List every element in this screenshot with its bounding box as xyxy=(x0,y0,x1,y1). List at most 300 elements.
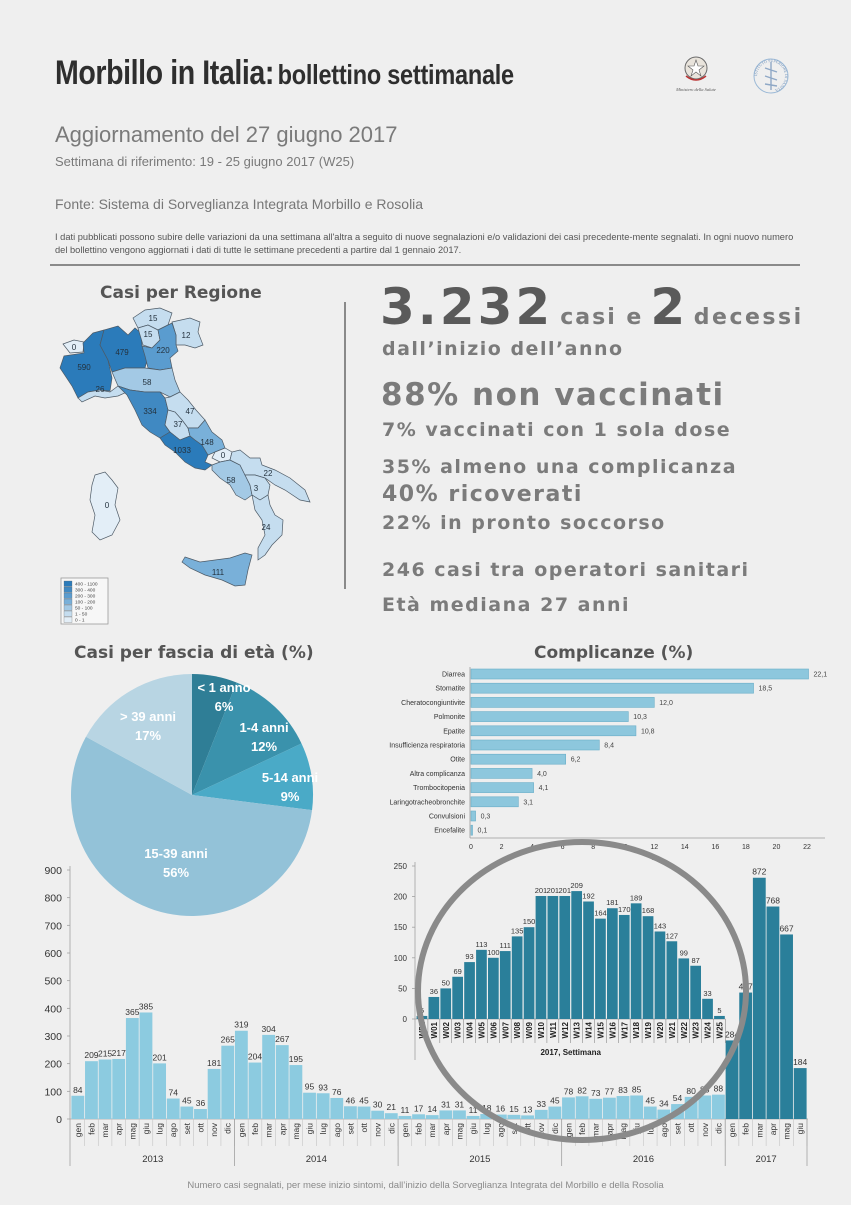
bar xyxy=(429,997,440,1019)
category-label: Trombocitopenia xyxy=(413,785,465,793)
map-legend xyxy=(61,578,108,624)
month-label: gen xyxy=(399,1123,410,1138)
bar xyxy=(471,669,809,679)
bar-value-label: 95 xyxy=(304,1081,315,1092)
bar xyxy=(548,1107,561,1119)
bar-value-label: 768 xyxy=(765,895,781,906)
month-label: giu xyxy=(795,1123,806,1135)
month-label: set xyxy=(672,1123,683,1135)
bar xyxy=(452,977,463,1019)
since-label: dall’inizio dell’anno xyxy=(382,338,624,360)
bar xyxy=(690,966,701,1019)
bar-value-label: 4,1 xyxy=(538,785,549,793)
y-tick-label: 50 xyxy=(398,984,407,994)
x-axis-label: 2017, Settimana xyxy=(540,1048,601,1057)
bar xyxy=(471,712,628,722)
bar-value-label: 201 xyxy=(546,885,560,895)
month-label: ott xyxy=(359,1123,370,1133)
map-value-emilia-romagna: 58 xyxy=(142,378,152,387)
bar-value-label: 33 xyxy=(536,1098,546,1109)
bar xyxy=(439,1110,452,1119)
month-label: ott xyxy=(686,1123,697,1133)
y-tick-label: 400 xyxy=(44,1003,62,1016)
bar-value-label: 36 xyxy=(195,1098,206,1109)
month-label: apr xyxy=(767,1123,778,1136)
legend-label: 0 - 1 xyxy=(75,618,85,624)
map-value-puglia: 22 xyxy=(263,469,273,478)
complications-chart-title: Complicanze (%) xyxy=(534,643,694,663)
week-label: W10 xyxy=(536,1022,546,1039)
category-label: Otite xyxy=(450,756,465,764)
bar xyxy=(712,1095,725,1119)
bar xyxy=(512,936,523,1019)
month-label: mar xyxy=(263,1123,274,1138)
pie-value: 12% xyxy=(250,739,278,754)
month-label: apr xyxy=(604,1123,615,1136)
bar xyxy=(467,1116,480,1119)
y-tick-label: 100 xyxy=(393,953,407,963)
pie-label: 5-14 anni xyxy=(261,770,319,785)
bar-value-label: 34 xyxy=(659,1098,669,1109)
bar-value-label: 135 xyxy=(510,926,524,936)
category-label: Cheratocongiuntivite xyxy=(401,699,465,707)
bar-value-label: 201 xyxy=(534,885,548,895)
disclaimer: I dati pubblicati possono subire delle variazioni da una settimana all'altra a seguito di nuove segnalazioni e/o validazioni dei casi precedente-mente segnalati. In ogni nuovo numero del bollettino vengono aggiornati i dati di tutte le settimane precedenti a partire dal 1 gennaio 2017. xyxy=(55,232,794,255)
category-label: Altra complicanza xyxy=(409,770,465,778)
category-label: Stomatite xyxy=(435,685,465,693)
x-tick-label: 20 xyxy=(772,844,781,851)
month-label: feb xyxy=(577,1123,588,1135)
month-label: mag xyxy=(454,1123,465,1140)
bar xyxy=(471,797,518,807)
month-label: dic xyxy=(549,1123,560,1134)
bar-value-label: 74 xyxy=(168,1087,178,1098)
y-tick-label: 700 xyxy=(44,920,62,933)
map-value-liguria: 26 xyxy=(95,385,105,394)
bar-value-label: 365 xyxy=(125,1007,140,1018)
week-label: W18 xyxy=(632,1022,642,1039)
map-value-molise: 0 xyxy=(220,451,226,460)
bar-value-label: 3,1 xyxy=(523,799,534,807)
bar xyxy=(399,1116,412,1119)
bar-value-label: 88 xyxy=(713,1083,724,1094)
legend-label: 300 - 400 xyxy=(75,588,96,594)
legend-swatch xyxy=(64,617,72,623)
y-tick-label: 300 xyxy=(44,1031,62,1043)
bar xyxy=(464,962,475,1019)
bar-value-label: 111 xyxy=(499,941,511,951)
bar-value-label: 184 xyxy=(793,1057,808,1068)
week-label: W11 xyxy=(548,1022,558,1039)
bar-value-label: 14 xyxy=(427,1104,437,1115)
bar-value-label: 87 xyxy=(691,955,700,965)
bar xyxy=(488,958,499,1019)
bar xyxy=(167,1099,180,1119)
bar-value-label: 209 xyxy=(570,881,583,891)
week-label: W12 xyxy=(560,1022,570,1039)
category-label: Epatite xyxy=(443,728,465,736)
bar-value-label: 127 xyxy=(665,931,679,941)
bar xyxy=(208,1069,221,1119)
bar xyxy=(99,1060,112,1119)
bar-value-label: 5 xyxy=(717,1005,722,1015)
bar xyxy=(471,683,754,693)
bar-value-label: 16 xyxy=(495,1103,506,1114)
map-value-campania: 58 xyxy=(226,476,236,485)
bar xyxy=(678,958,689,1019)
bar xyxy=(536,896,547,1019)
map-value-bolzano: 15 xyxy=(148,314,158,323)
region-map xyxy=(60,308,310,586)
y-tick-label: 200 xyxy=(393,892,407,902)
bar xyxy=(500,951,511,1019)
bar xyxy=(289,1065,302,1119)
x-tick-label: 14 xyxy=(680,844,689,851)
bar-value-label: 192 xyxy=(582,891,595,901)
week-label: W04 xyxy=(465,1022,475,1039)
unvaccinated-label: non vaccinati xyxy=(472,377,725,413)
bar xyxy=(71,1096,84,1119)
legend-swatch xyxy=(64,587,72,593)
iss-caption-path: ISTITUTO SUPERIORE DI SANITÀ xyxy=(752,57,790,94)
update-title: Aggiornamento del 27 giugno 2017 xyxy=(55,122,398,147)
bar xyxy=(440,988,451,1019)
unvaccinated-pct: 88% xyxy=(381,377,460,413)
bar xyxy=(714,1016,725,1019)
month-label: nov xyxy=(699,1123,710,1137)
bar xyxy=(780,934,793,1119)
month-label: giu xyxy=(304,1123,315,1135)
month-label: mar xyxy=(754,1123,765,1138)
data-source: Fonte: Sistema di Sorveglianza Integrata Morbillo e Rosolia xyxy=(55,196,424,212)
week-label: W05 xyxy=(477,1022,487,1039)
map-value-piemonte: 590 xyxy=(77,363,91,372)
bar-value-label: 33 xyxy=(703,988,712,998)
year-label: 2016 xyxy=(632,1154,655,1165)
bar-value-label: 267 xyxy=(275,1034,290,1045)
bar xyxy=(112,1059,125,1119)
bar xyxy=(559,896,570,1019)
bar xyxy=(235,1031,248,1119)
age-chart-title: Casi per fascia di età (%) xyxy=(74,643,314,663)
month-label: mag xyxy=(618,1123,628,1140)
legend-label: 200 - 300 xyxy=(75,594,96,600)
legend-swatch xyxy=(64,611,72,617)
bar-value-label: 304 xyxy=(261,1023,276,1034)
month-label: mar xyxy=(100,1123,111,1138)
er-pct: 22% xyxy=(382,512,432,534)
week-label: W52 xyxy=(417,1022,427,1039)
bar-value-label: 45 xyxy=(359,1095,369,1106)
bar xyxy=(471,726,636,736)
bar xyxy=(344,1106,357,1119)
hospitalized-pct: 40% xyxy=(382,482,440,507)
bar-value-label: 11 xyxy=(468,1104,478,1115)
year-label: 2013 xyxy=(142,1154,164,1165)
month-label: giu xyxy=(140,1123,151,1135)
bar xyxy=(262,1035,275,1119)
bar xyxy=(702,999,713,1019)
week-label: W22 xyxy=(679,1022,689,1039)
month-label: dic xyxy=(386,1123,397,1134)
bar xyxy=(643,916,654,1019)
bar xyxy=(576,1096,589,1119)
pie-label: < 1 anno xyxy=(197,680,251,695)
bar xyxy=(617,1096,630,1119)
bar-value-label: 36 xyxy=(429,986,439,996)
month-label: ago xyxy=(168,1123,179,1138)
month-label: nov xyxy=(209,1123,220,1137)
map-value-sicilia: 111 xyxy=(211,568,225,577)
bar xyxy=(249,1063,262,1119)
month-label: dic xyxy=(713,1123,724,1134)
complication-pct: 35% xyxy=(382,456,432,478)
bar-value-label: 143 xyxy=(653,921,667,931)
pie-value: 6% xyxy=(214,699,234,714)
month-label: apr xyxy=(113,1123,124,1136)
month-label: ago xyxy=(658,1123,669,1138)
bar xyxy=(603,1098,616,1119)
pie-label: 1-4 anni xyxy=(239,720,289,735)
bar-value-label: 76 xyxy=(332,1086,342,1097)
week-label: W13 xyxy=(572,1022,582,1039)
map-value-umbria: 37 xyxy=(173,420,183,429)
bar-value-label: 99 xyxy=(679,948,688,958)
bar-value-label: 80 xyxy=(686,1085,696,1096)
pie-label: 15-39 anni xyxy=(144,846,208,861)
week-label: W19 xyxy=(644,1022,654,1039)
bar-value-label: 284 xyxy=(724,1029,740,1040)
month-label: mar xyxy=(427,1123,438,1138)
week-label: W08 xyxy=(513,1022,523,1039)
bar-value-label: 181 xyxy=(207,1057,222,1068)
bar xyxy=(471,768,532,778)
bar xyxy=(180,1107,193,1119)
bar xyxy=(548,896,559,1019)
bar-value-label: 93 xyxy=(465,952,474,962)
x-tick-label: 12 xyxy=(650,844,659,851)
bar xyxy=(521,1115,534,1119)
bar-value-label: 319 xyxy=(234,1019,249,1030)
bar-value-label: 10,8 xyxy=(640,728,655,736)
month-label: lug xyxy=(481,1123,492,1135)
week-label: W23 xyxy=(691,1022,701,1039)
y-tick-label: 150 xyxy=(393,923,407,933)
y-tick-label: 0 xyxy=(402,1015,407,1024)
month-label: giu xyxy=(468,1123,479,1135)
week-label: W14 xyxy=(584,1022,594,1039)
bar-value-label: 195 xyxy=(288,1054,303,1065)
x-tick-label: 2 xyxy=(499,844,504,851)
y-tick-label: 0 xyxy=(56,1114,62,1126)
bar-value-label: 385 xyxy=(138,1001,154,1012)
bar xyxy=(126,1018,139,1119)
month-label: gen xyxy=(236,1123,247,1138)
footer-caption: Numero casi segnalati, per mese inizio sintomi, dall’inizio della Sorveglianza Integrata del Morbillo e della Rosolia xyxy=(187,1180,664,1191)
bar-value-label: 11 xyxy=(400,1104,410,1115)
month-label: lug xyxy=(645,1123,656,1135)
hcw-cases: 246 xyxy=(382,559,427,581)
weekly-cases-chart xyxy=(394,862,726,1060)
x-tick-label: 22 xyxy=(803,844,811,851)
bar-value-label: 872 xyxy=(752,866,767,877)
x-tick-label: 6 xyxy=(560,844,565,851)
bar xyxy=(471,825,473,835)
bar-value-label: 6,2 xyxy=(570,756,581,764)
pie-label: > 39 anni xyxy=(120,709,176,724)
bar-value-label: 54 xyxy=(672,1093,683,1104)
bar xyxy=(644,1107,657,1119)
y-tick-label: 250 xyxy=(393,862,407,871)
bar-value-label: 78 xyxy=(563,1086,574,1097)
bar-value-label: 31 xyxy=(441,1099,451,1110)
bar-value-label: 84 xyxy=(73,1084,83,1095)
map-value-lazio: 1033 xyxy=(173,446,191,455)
ministero-salute-logo xyxy=(675,57,716,92)
bar xyxy=(619,915,630,1019)
month-label: set xyxy=(508,1123,519,1135)
total-deaths: 2 xyxy=(650,278,687,336)
month-label: nov xyxy=(536,1123,547,1137)
bar-value-label: 209 xyxy=(84,1050,99,1061)
bar-value-label: 45 xyxy=(550,1095,560,1106)
bar-value-label: 45 xyxy=(182,1095,192,1106)
bar-value-label: 215 xyxy=(97,1048,113,1059)
bar-value-label: 217 xyxy=(111,1047,126,1058)
month-label: apr xyxy=(277,1123,288,1136)
bar-value-label: 0,1 xyxy=(477,827,488,835)
map-value-trento: 15 xyxy=(143,330,153,339)
bar-value-label: 4,0 xyxy=(537,770,547,778)
map-value-marche: 47 xyxy=(185,407,195,416)
bar xyxy=(194,1109,207,1119)
year-label: 2017 xyxy=(755,1154,777,1165)
x-tick-label: 10 xyxy=(619,844,628,851)
x-tick-label: 18 xyxy=(742,844,750,851)
x-tick-label: 4 xyxy=(530,844,535,851)
bar-value-label: 265 xyxy=(220,1034,235,1045)
bar xyxy=(140,1012,153,1119)
bar-value-label: 69 xyxy=(453,966,462,976)
month-label: gen xyxy=(72,1123,83,1138)
legend-swatch xyxy=(64,593,72,599)
bar-value-label: 45 xyxy=(645,1095,655,1106)
bar-value-label: 13 xyxy=(522,1104,533,1115)
bar xyxy=(698,1095,711,1119)
legend-label: 400 - 1100 xyxy=(75,582,98,588)
bar-value-label: 82 xyxy=(577,1085,587,1096)
bar-value-label: 93 xyxy=(318,1082,328,1093)
x-tick-label: 0 xyxy=(469,844,473,851)
bar-value-label: 31 xyxy=(454,1099,465,1110)
category-label: Laringotracheobronchite xyxy=(389,799,465,807)
month-label: mag xyxy=(290,1123,301,1140)
complications-bar-chart xyxy=(389,667,827,862)
month-label: giu xyxy=(631,1123,642,1135)
month-label: ott xyxy=(195,1123,206,1133)
hospitalized-label: ricoverati xyxy=(448,482,583,507)
pie-value: 56% xyxy=(162,865,190,880)
bar-value-label: 30 xyxy=(372,1099,383,1110)
legend-swatch xyxy=(64,605,72,611)
month-label: feb xyxy=(86,1123,97,1135)
age-pie-chart xyxy=(71,674,318,916)
bar-value-label: 457 xyxy=(738,981,753,992)
legend-swatch xyxy=(64,599,72,605)
bar-value-label: 10,3 xyxy=(633,714,647,722)
reference-week: Settimana di riferimento: 19 - 25 giugno 2017 (W25) xyxy=(55,154,355,169)
year-label: 2015 xyxy=(469,1154,491,1165)
one-dose-pct: 7% xyxy=(382,419,418,441)
bar-value-label: 22,1 xyxy=(813,671,828,679)
map-value-valle-d-aosta: 0 xyxy=(71,343,77,352)
map-value-sardegna: 0 xyxy=(104,501,110,510)
bar-value-label: 201 xyxy=(558,885,572,895)
bar-value-label: 5 xyxy=(419,1005,425,1015)
y-tick-label: 900 xyxy=(44,865,62,877)
x-tick-label: 8 xyxy=(591,844,596,851)
month-label: gen xyxy=(727,1123,738,1138)
x-tick-label: 16 xyxy=(711,844,720,851)
bar-value-label: 168 xyxy=(641,906,655,916)
week-label: W03 xyxy=(453,1022,463,1039)
legend-label: 100 - 200 xyxy=(75,600,96,606)
week-label: W25 xyxy=(715,1022,725,1039)
bar xyxy=(153,1063,166,1119)
legend-label: 50 - 100 xyxy=(75,606,93,612)
month-label: feb xyxy=(413,1123,424,1135)
bar xyxy=(794,1068,807,1119)
week-label: W20 xyxy=(655,1022,665,1039)
month-label: ott xyxy=(522,1123,533,1133)
bar-value-label: 15 xyxy=(509,1103,519,1114)
map-value-toscana: 334 xyxy=(143,407,157,416)
bar-value-label: 8,4 xyxy=(604,742,615,750)
bar-value-label: 77 xyxy=(604,1086,615,1097)
bar xyxy=(583,901,594,1019)
map-title: Casi per Regione xyxy=(100,283,262,303)
map-value-friuli: 12 xyxy=(181,331,191,340)
bar xyxy=(471,697,654,707)
category-label: Polmonite xyxy=(433,714,465,722)
category-label: Encefalite xyxy=(434,827,465,835)
bar xyxy=(607,908,618,1019)
bar-value-label: 0,3 xyxy=(480,813,491,821)
complication-label: almeno una complicanza xyxy=(440,456,738,478)
map-value-lombardia: 479 xyxy=(115,348,129,357)
bar-value-label: 100 xyxy=(487,947,500,957)
bar xyxy=(508,1115,521,1119)
bar xyxy=(767,907,780,1119)
legend-label: 1 - 50 xyxy=(75,612,88,618)
month-label: set xyxy=(181,1123,192,1135)
bar xyxy=(667,941,678,1019)
month-label: set xyxy=(345,1123,356,1135)
month-label: lug xyxy=(154,1123,165,1135)
bar xyxy=(471,740,599,750)
bar xyxy=(471,754,566,764)
one-dose-label: vaccinati con 1 sola dose xyxy=(425,419,732,441)
month-label: nov xyxy=(372,1123,383,1137)
bar xyxy=(426,1115,439,1119)
total-cases: 3.232 xyxy=(380,278,554,336)
bar-value-label: 21 xyxy=(386,1102,397,1113)
x-axis-label: % xyxy=(650,855,658,862)
bar xyxy=(317,1093,330,1119)
deaths-label: decessi xyxy=(693,305,804,330)
er-label: in pronto soccorso xyxy=(440,512,666,534)
bar-value-label: 83 xyxy=(618,1085,628,1096)
